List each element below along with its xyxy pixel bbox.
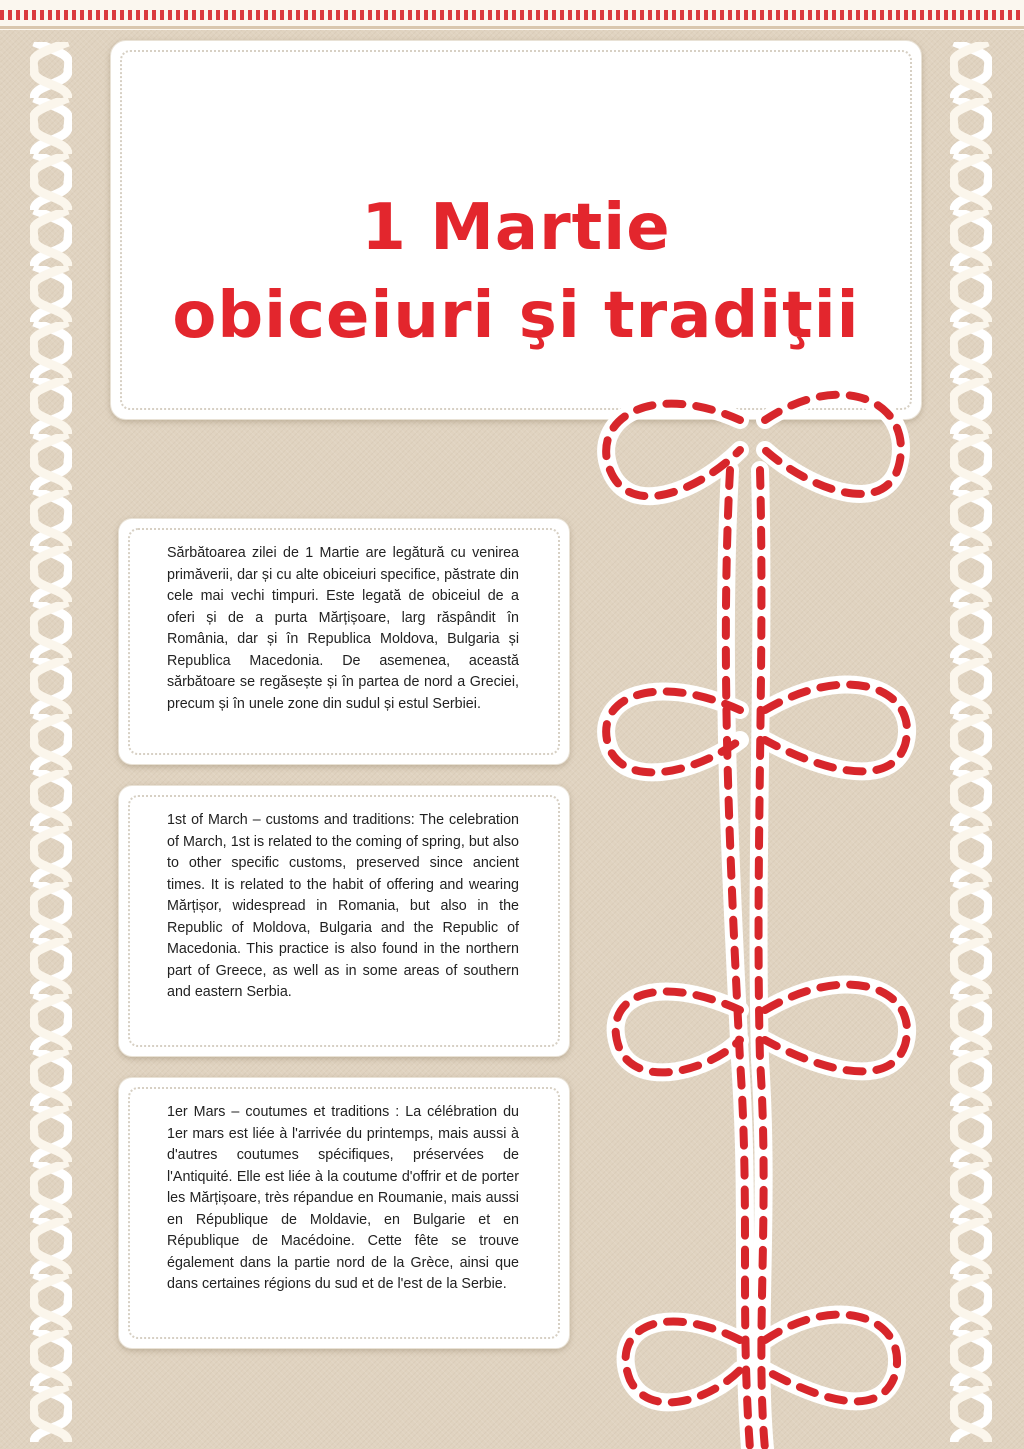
- left-braid-border-icon: [30, 42, 72, 1442]
- top-stitched-border: [0, 0, 1024, 30]
- text-card-french: [118, 1077, 570, 1349]
- text-card-romanian: [118, 518, 570, 765]
- page-title-line-2: obiceiuri şi tradiţii: [172, 279, 860, 353]
- card-text-english: 1st of March – customs and traditions: The celebration of March, 1st is related to the coming of spring, but also to other specific customs, preserved since ancient times. It is related to the habit of offering and wearing Mărțișor, widespread in Romania, but also in the Republic of Moldova, Bulgaria and the Republic of Macedonia. This practice is also found in the northern part of Greece, as well as in some areas of southern and eastern Serbia.: [167, 812, 519, 1000]
- right-braid-border-icon: [950, 42, 992, 1442]
- text-card-english: [118, 785, 570, 1057]
- card-text-romanian: Sărbătoarea zilei de 1 Martie are legătură cu venirea primăverii, dar și cu alte obiceiuri specifice, păstrate din cele mai vechi timpuri. Este legată de obiceiul de a oferi și de a purta Mărțișoare, larg răspândit în România, dar și în Republica Moldova, Bulgaria și Republica Macedonia. De asemenea, această sărbătoare se regăsește și în partea de nord a Greciei, precum și în unele zone din sudul și estul Serbiei.: [167, 545, 519, 712]
- red-stitch-pattern: [0, 10, 1024, 20]
- page-title-line-1: 1 Martie: [361, 191, 671, 265]
- martisor-ribbon-icon: [590, 360, 930, 1449]
- border-line: [0, 26, 1024, 29]
- card-text-french: 1er Mars – coutumes et traditions : La célébration du 1er mars est liée à l'arrivée du printemps, mais aussi à d'autres coutumes spécifiques, préservées de l'Antiquité. Elle est liée à la coutume d'offrir et de porter les Mărțișoare, très répandue en Roumanie, mais aussi en République de Moldavie, en Bulgarie et en République de Macédoine. Cette fête se trouve également dans la partie nord de la Grèce, ainsi que dans certaines régions du sud et de l'est de la Serbie.: [167, 1104, 519, 1292]
